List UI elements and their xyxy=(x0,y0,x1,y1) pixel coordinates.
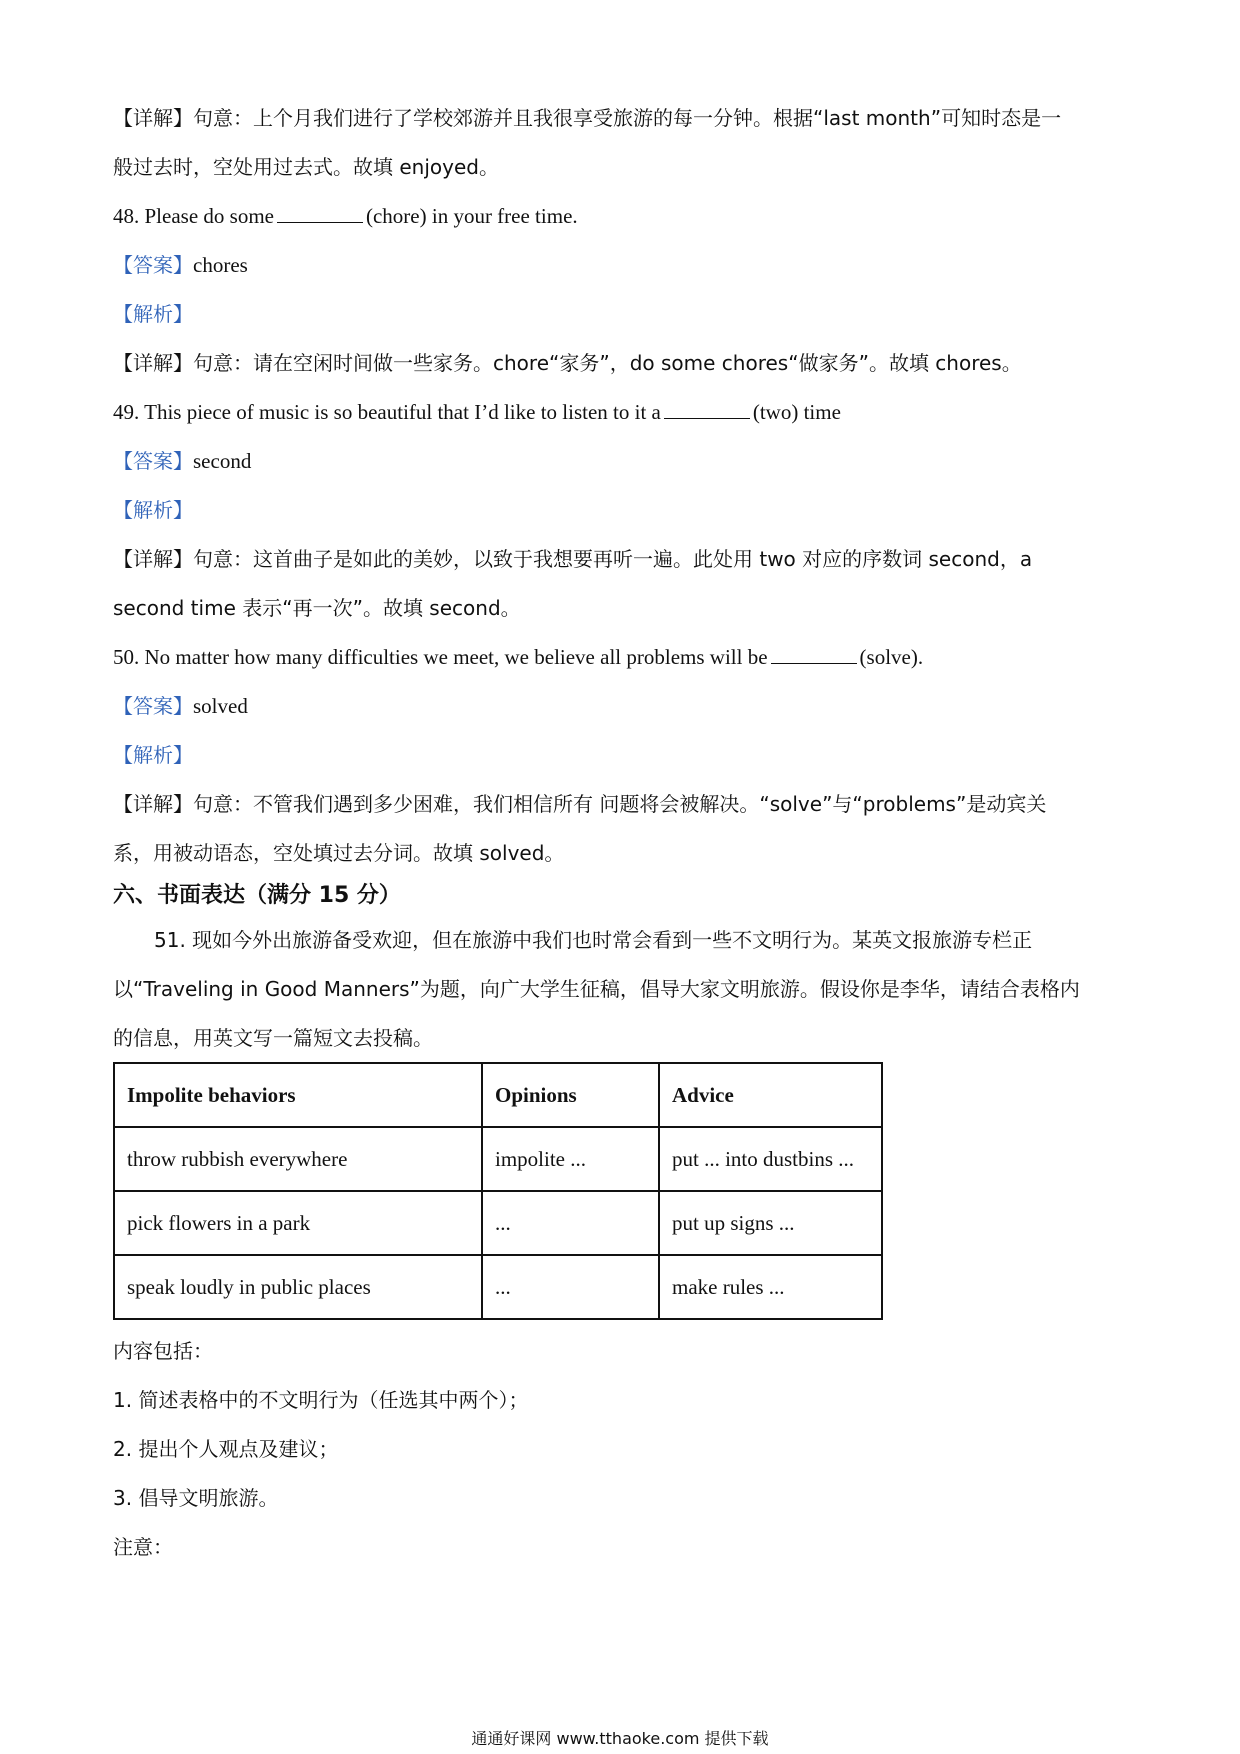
table-cell: impolite ... xyxy=(482,1127,659,1191)
table-row xyxy=(114,1255,882,1319)
requirement-item: 2. 提出个人观点及建议； xyxy=(113,1437,339,1461)
q50-analysis-tag: 【解析】 xyxy=(113,743,193,767)
table-header-cell: Advice xyxy=(659,1063,882,1127)
table-header-cell: Opinions xyxy=(482,1063,659,1127)
q48-answer: 【答案】chores xyxy=(113,253,248,277)
table-header-cell: Impolite behaviors xyxy=(114,1063,482,1127)
table-cell: speak loudly in public places xyxy=(114,1255,482,1319)
table-cell: throw rubbish everywhere xyxy=(114,1127,482,1191)
prompt-line2: 以“Traveling in Good Manners”为题，向广大学生征稿，倡导大家文明旅游。假设你是李华，请结合表格内 xyxy=(113,977,1080,1001)
q50-detail-line2: 系，用被动语态，空处填过去分词。故填 solved。 xyxy=(113,841,565,865)
answer-blank xyxy=(664,398,750,419)
q48-detail: 【详解】句意：请在空闲时间做一些家务。chore“家务”，do some chores“做家务”。故填 chores。 xyxy=(113,351,1022,375)
prompt-line3: 的信息，用英文写一篇短文去投稿。 xyxy=(113,1026,433,1050)
answer-blank xyxy=(771,643,857,664)
answer-tag: 【答案】 xyxy=(113,694,193,718)
table-header-row xyxy=(114,1063,882,1127)
q50-answer: 【答案】solved xyxy=(113,694,248,718)
q49-detail-line2: second time 表示“再一次”。故填 second。 xyxy=(113,596,521,620)
requirements-intro: 内容包括： xyxy=(113,1339,213,1363)
table-cell: ... xyxy=(482,1255,659,1319)
question-48: 48. Please do some (chore) in your free time. xyxy=(113,204,578,228)
answer-tag: 【答案】 xyxy=(113,449,193,473)
table-cell: put up signs ... xyxy=(659,1191,882,1255)
note-label: 注意： xyxy=(113,1535,173,1559)
q47-detail-line1: 【详解】句意：上个月我们进行了学校郊游并且我很享受旅游的每一分钟。根据“last month”可知时态是一 xyxy=(113,106,1062,130)
writing-task-table xyxy=(113,1062,883,1320)
table-cell: put ... into dustbins ... xyxy=(659,1127,882,1191)
detail-tag: 【详解】 xyxy=(113,106,193,130)
section-heading: 六、书面表达（满分 15 分） xyxy=(113,883,401,908)
detail-tag: 【详解】 xyxy=(113,547,193,571)
table-row xyxy=(114,1191,882,1255)
q49-detail-line1: 【详解】句意：这首曲子是如此的美妙，以致于我想要再听一遍。此处用 two 对应的序数词 second，a xyxy=(113,547,1033,571)
question-49: 49. This piece of music is so beautiful that I’d like to listen to it a (two) time xyxy=(113,400,841,424)
requirement-item: 3. 倡导文明旅游。 xyxy=(113,1486,279,1510)
q47-detail-line2: 般过去时，空处用过去式。故填 enjoyed。 xyxy=(113,155,499,179)
answer-tag: 【答案】 xyxy=(113,253,193,277)
requirement-item: 1. 简述表格中的不文明行为（任选其中两个）； xyxy=(113,1388,529,1412)
q48-analysis-tag: 【解析】 xyxy=(113,302,193,326)
table-row xyxy=(114,1127,882,1191)
detail-tag: 【详解】 xyxy=(113,351,193,375)
answer-blank xyxy=(277,202,363,223)
table-cell: ... xyxy=(482,1191,659,1255)
q49-analysis-tag: 【解析】 xyxy=(113,498,193,522)
prompt-line1: 51. 现如今外出旅游备受欢迎，但在旅游中我们也时常会看到一些不文明行为。某英文报旅游专栏正 xyxy=(154,928,1033,952)
q50-detail-line1: 【详解】句意：不管我们遇到多少困难，我们相信所有 问题将会被解决。“solve”与“problems”是动宾关 xyxy=(113,792,1047,816)
detail-tag: 【详解】 xyxy=(113,792,193,816)
table-cell: pick flowers in a park xyxy=(114,1191,482,1255)
question-50: 50. No matter how many difficulties we meet, we believe all problems will be (solve). xyxy=(113,645,924,669)
table-cell: make rules ... xyxy=(659,1255,882,1319)
page-footer: 通通好课网 www.tthaoke.com 提供下载 xyxy=(471,1729,769,1748)
q49-answer: 【答案】second xyxy=(113,449,252,473)
